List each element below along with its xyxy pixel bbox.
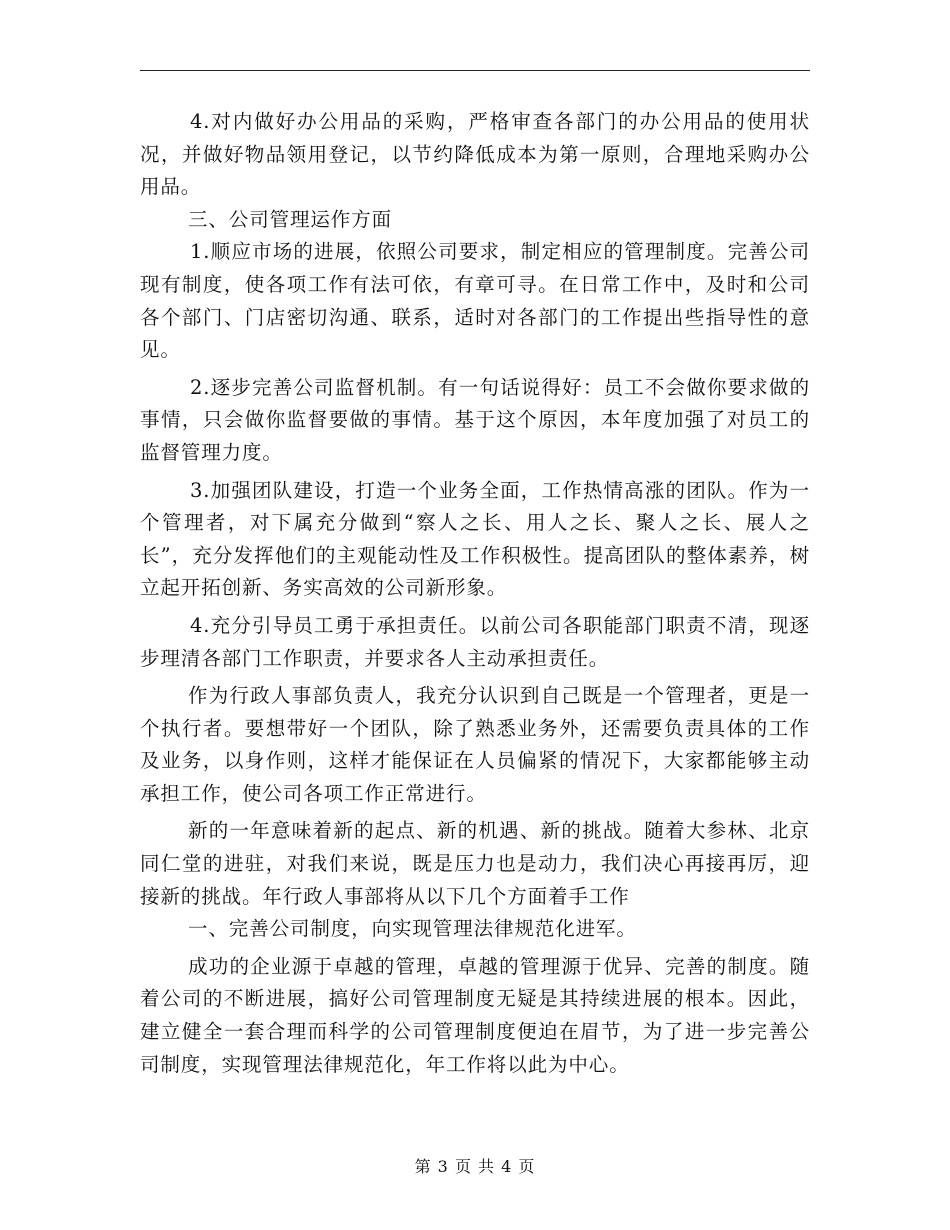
page-number-footer: 第 3 页 共 4 页 (414, 1157, 536, 1176)
paragraph-new-year: 新的一年意味着新的起点、新的机遇、新的挑战。随着大参林、北京同仁堂的进驻，对我们来说，既是压力也是动力，我们决心再接再厉，迎接新的挑战。年行政人事部将从以下几个方面着手工作 (140, 819, 810, 908)
paragraph-system-foundation: 成功的企业源于卓越的管理，卓越的管理源于优异、完善的制度。随着公司的不断进展，搞好公司管理制度无疑是其持续进展的根本。因此，建立健全一套合理而科学的公司管理制度便迫在眉节，为了进一步完善公司制度，实现管理法律规范化，年工作将以此为中心。 (140, 954, 810, 1076)
paragraph-responsibility: 4.充分引导员工勇于承担责任。以前公司各职能部门职责不清，现逐步理清各部门工作职责，并要求各人主动承担责任。 (140, 613, 810, 670)
paragraph-department-head: 作为行政人事部负责人，我充分认识到自己既是一个管理者，更是一个执行者。要想带好一个团队，除了熟悉业务外，还需要负责具体的工作及业务，以身作则，这样才能保证在人员偏紧的情况下，大家都能够主动承担工作，使公司各项工作正常进行。 (140, 684, 810, 805)
paragraph-management-rules: 1.顺应市场的进展，依照公司要求，制定相应的管理制度。完善公司现有制度，使各项工作有法可依，有章可寻。在日常工作中，及时和公司各个部门、门店密切沟通、联系，适时对各部门的工作提出些指导性的意见。 (140, 240, 810, 362)
section-heading-company-system: 一、完善公司制度，向实现管理法律规范化进军。 (188, 917, 637, 941)
paragraph-team-building: 3.加强团队建设，打造一个业务全面，工作热情高涨的团队。作为一个管理者，对下属充分做到“察人之长、用人之长、聚人之长、展人之长”，充分发挥他们的主观能动性及工作积极性。提高团队的整体素养，树立起开拓创新、务实高效的公司新形象。 (140, 478, 810, 600)
section-heading-management: 三、公司管理运作方面 (188, 207, 393, 231)
header-divider (140, 70, 810, 71)
paragraph-office-supplies: 4.对内做好办公用品的采购，严格审查各部门的办公用品的使用状况，并做好物品领用登记，以节约降低成本为第一原则，合理地采购办公用品。 (140, 110, 810, 199)
document-body (140, 106, 810, 1081)
paragraph-supervision: 2.逐步完善公司监督机制。有一句话说得好：员工不会做你要求做的事情，只会做你监督要做的事情。基于这个原因，本年度加强了对员工的监督管理力度。 (140, 375, 810, 464)
